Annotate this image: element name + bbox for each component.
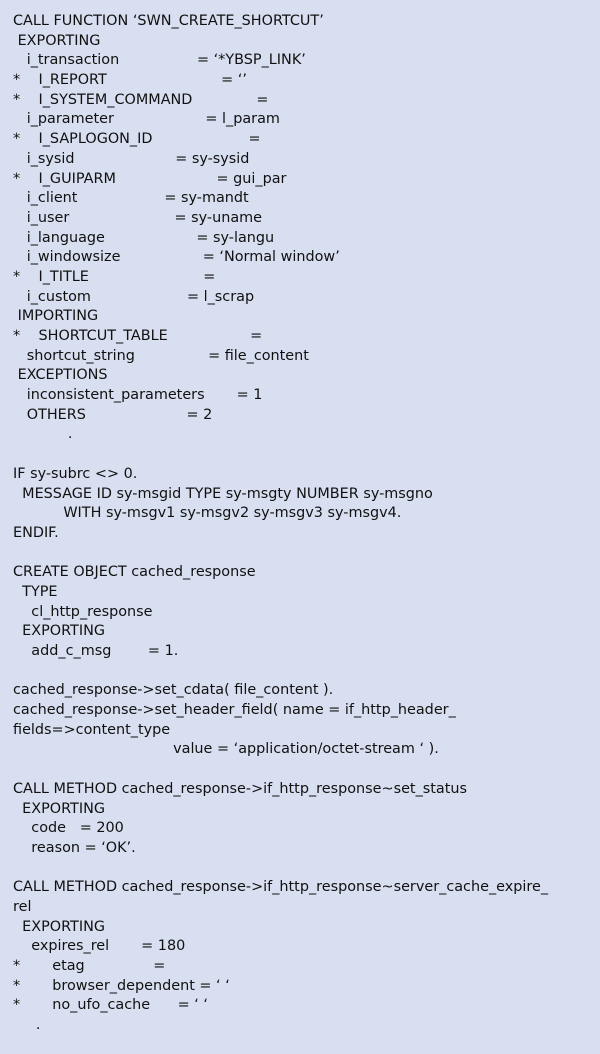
code-line: WITH sy-msgv1 sy-msgv2 sy-msgv3 sy-msgv4. <box>13 505 402 522</box>
code-line: * no_ufo_cache = ‘ ‘ <box>13 997 208 1014</box>
code-line: code = 200 <box>13 820 124 837</box>
code-line: CALL METHOD cached_response->if_http_response~set_status <box>13 780 467 797</box>
code-line: cached_response->set_header_field( name = if_http_header_ <box>13 702 456 719</box>
code-line: i_transaction = ‘*YBSP_LINK’ <box>13 52 306 69</box>
code-line: EXCEPTIONS <box>13 367 108 384</box>
code-line <box>13 859 600 879</box>
code-line: EXPORTING <box>13 32 101 49</box>
code-line: inconsistent_parameters = 1 <box>13 387 263 404</box>
code-line: rel <box>13 898 32 915</box>
code-line: * browser_dependent = ‘ ‘ <box>13 977 230 994</box>
code-line: ENDIF. <box>13 524 59 541</box>
code-line: * I_REPORT = ‘’ <box>13 72 247 89</box>
code-line <box>13 662 600 682</box>
code-line: CALL METHOD cached_response->if_http_response~server_cache_expire_ <box>13 879 549 896</box>
code-line: . <box>13 1017 41 1034</box>
code-line: cl_http_response <box>13 603 153 620</box>
code-line: EXPORTING <box>13 800 106 817</box>
code-line: cached_response->set_cdata( file_content ). <box>13 682 334 699</box>
code-line: * I_TITLE = <box>13 268 216 285</box>
code-line: value = ‘application/octet-stream ‘ ). <box>13 741 439 758</box>
code-line: i_windowsize = ‘Normal window’ <box>13 249 340 266</box>
code-line: OTHERS = 2 <box>13 406 213 423</box>
code-line: i_user = sy-uname <box>13 209 263 226</box>
code-line: * I_SAPLOGON_ID = <box>13 131 261 148</box>
code-line <box>13 445 600 465</box>
code-line <box>13 544 600 564</box>
code-line: expires_rel = 180 <box>13 938 186 955</box>
code-line: i_language = sy-langu <box>13 229 275 246</box>
code-line: * SHORTCUT_TABLE = <box>13 328 263 344</box>
code-line: EXPORTING <box>13 918 106 935</box>
code-line: IMPORTING <box>13 308 99 325</box>
code-line: EXPORTING <box>13 623 106 640</box>
code-line: * etag = <box>13 958 166 974</box>
code-line: CREATE OBJECT cached_response <box>13 564 256 581</box>
code-line: add_c_msg = 1. <box>13 643 179 659</box>
code-line: IF sy-subrc <> 0. <box>13 465 138 482</box>
code-line: fields=>content_type <box>13 721 171 738</box>
code-line: TYPE <box>13 583 58 600</box>
code-line: CALL FUNCTION ‘SWN_CREATE_SHORTCUT’ <box>13 13 324 29</box>
code-line <box>13 760 600 780</box>
code-line: i_sysid = sy-sysid <box>13 150 250 167</box>
code-line: MESSAGE ID sy-msgid TYPE sy-msgty NUMBER sy-msgno <box>13 485 433 502</box>
code-line: i_client = sy-mandt <box>13 190 249 207</box>
code-line: * I_GUIPARM = gui_par <box>13 170 287 187</box>
code-line: * I_SYSTEM_COMMAND = <box>13 91 269 108</box>
code-line: shortcut_string = file_content <box>13 347 309 364</box>
code-line: . <box>13 426 73 443</box>
code-line: i_custom = l_scrap <box>13 288 255 305</box>
code-line: reason = ‘OK’. <box>13 839 136 856</box>
code-line: i_parameter = l_param <box>13 111 280 128</box>
